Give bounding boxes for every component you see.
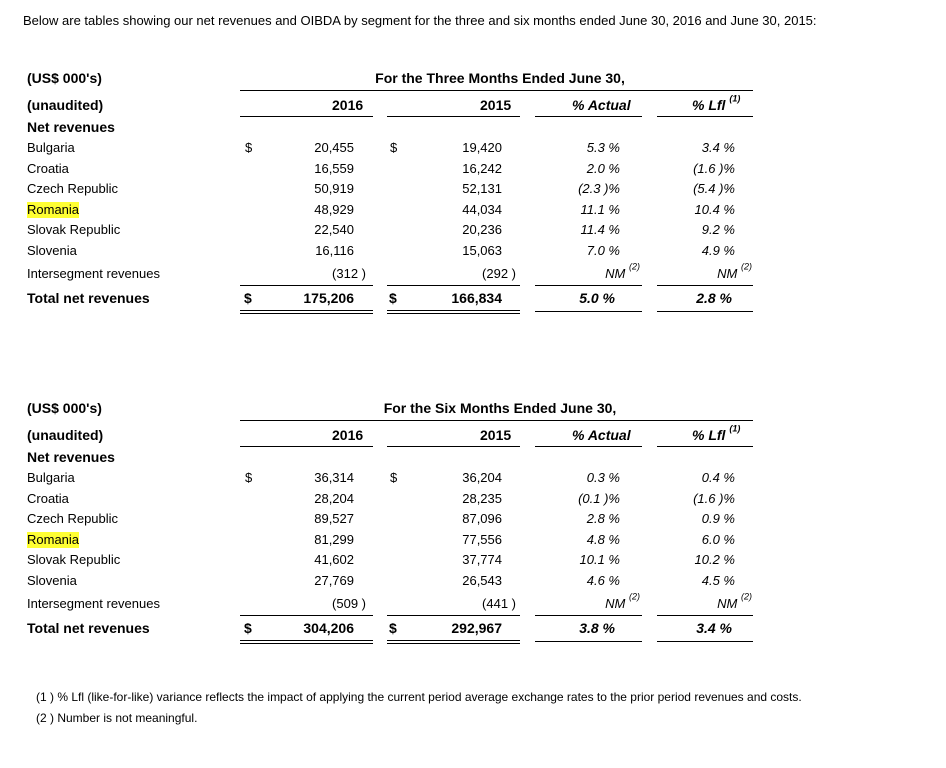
value-2016: 36,314 [314,470,354,485]
value-lfl: 10.4 % [694,202,735,217]
value-2015: 16,242 [462,161,502,176]
revenue-table-three-months [0,66,946,326]
value-2016: 16,559 [314,161,354,176]
sum-rule-actual [535,615,642,616]
intersegment-actual [540,263,640,279]
value-2016: 16,116 [315,243,354,258]
value-actual: 4.8 % [586,532,620,547]
col-rule-lfl [657,446,753,447]
value-2016: 22,540 [314,222,354,237]
total-lfl: 2.8 % [696,290,732,306]
value-2016: 41,602 [314,552,354,567]
intersegment-label: Intersegment revenues [27,596,160,611]
country-name: Croatia [27,161,69,176]
value-2016: 48,929 [314,202,354,217]
header-rule [240,90,753,91]
intersegment-2015: (441 ) [482,596,516,611]
total-2015: 166,834 [451,290,502,306]
total-2016: 304,206 [303,620,354,636]
net-revenues-label: Net revenues [27,119,115,135]
value-lfl: (1.6 )% [693,491,735,506]
intersegment-2016: (312 ) [332,266,366,281]
revenue-table-six-months [0,396,946,656]
value-2016: 50,919 [314,181,354,196]
country-name: Bulgaria [27,470,75,485]
sum-rule-2015 [387,615,520,616]
total-rule-2015 [387,640,520,644]
value-2016: 89,527 [314,511,354,526]
col-rule-actual [535,446,642,447]
column-2016: 2016 [332,97,364,113]
value-actual: 7.0 % [586,243,620,258]
value-2015: 52,131 [462,181,502,196]
value-2015: 77,556 [462,532,502,547]
dollar-sign: $ [244,620,252,636]
column-actual: % Actual [572,427,631,443]
value-actual: 4.6 % [586,573,620,588]
value-2016: 81,299 [314,532,354,547]
value-lfl: 4.9 % [701,243,735,258]
country-name: Czech Republic [27,181,119,196]
nm-label: NM [717,596,738,611]
footnote-1: (1 ) % Lfl (like-for-like) variance reflects the impact of applying the current period average exchange rates to the prior period revenues and costs. [36,690,802,704]
total-label: Total net revenues [27,290,150,306]
value-2015: 37,774 [462,552,502,567]
dollar-sign: $ [389,620,397,636]
footnote-ref-2: (2) [741,591,752,602]
value-actual: 0.3 % [586,470,620,485]
country-name: Romania [27,202,80,217]
country-name: Slovenia [27,573,77,588]
total-rule-actual [535,311,642,312]
sum-rule-lfl [657,285,753,286]
country-name: Croatia [27,491,69,506]
value-2015: 36,204 [462,470,502,485]
column-2015: 2015 [480,97,512,113]
country-name: Slovenia [27,243,77,258]
total-rule-lfl [657,641,753,642]
value-actual: 2.8 % [586,511,620,526]
value-actual: 11.4 % [580,222,620,237]
value-lfl: 0.9 % [701,511,735,526]
dollar-sign: $ [245,470,253,485]
value-2015: 15,063 [462,243,502,258]
intersegment-actual [540,593,640,609]
value-lfl: 10.2 % [694,552,735,567]
dollar-sign: $ [390,140,398,155]
value-lfl: 3.4 % [701,140,735,155]
column-2015: 2015 [480,427,512,443]
country-name: Romania [27,532,80,547]
total-rule-2016 [240,310,373,314]
value-actual: 5.3 % [586,140,620,155]
country-name: Slovak Republic [27,222,121,237]
sum-rule-2016 [240,285,373,286]
value-lfl: (1.6 )% [693,161,735,176]
country-name: Bulgaria [27,140,75,155]
column-lfl [692,93,741,113]
total-label: Total net revenues [27,620,150,636]
column-lfl-label: % Lfl [692,427,726,443]
footnote-ref-2: (2) [629,261,640,272]
value-lfl: 9.2 % [701,222,735,237]
value-2015: 28,235 [462,491,502,506]
period-title: For the Three Months Ended June 30, [375,70,625,86]
value-2015: 20,236 [462,222,502,237]
total-rule-2015 [387,310,520,314]
sum-rule-actual [535,285,642,286]
total-rule-actual [535,641,642,642]
col-rule-2016 [240,446,373,447]
value-2015: 19,420 [462,140,502,155]
dollar-sign: $ [390,470,398,485]
intersegment-lfl [652,593,752,609]
nm-label: NM [605,266,626,281]
dollar-sign: $ [244,290,252,306]
total-lfl: 3.4 % [696,620,732,636]
sum-rule-lfl [657,615,753,616]
footnote-ref-1: (1) [729,93,741,104]
unaudited-label: (unaudited) [27,427,104,443]
net-revenues-label: Net revenues [27,449,115,465]
footnote-2: (2 ) Number is not meaningful. [36,711,198,725]
total-actual: 3.8 % [579,620,615,636]
nm-label: NM [605,596,626,611]
total-rule-lfl [657,311,753,312]
value-actual: (0.1 )% [578,491,620,506]
value-lfl: 0.4 % [701,470,735,485]
col-rule-lfl [657,116,753,117]
col-rule-2015 [387,116,520,117]
header-rule [240,420,753,421]
value-2016: 27,769 [314,573,354,588]
column-lfl-label: % Lfl [692,97,726,113]
footnote-ref-2: (2) [629,591,640,602]
value-lfl: 4.5 % [701,573,735,588]
column-actual: % Actual [572,97,631,113]
nm-label: NM [717,266,738,281]
value-2016: 28,204 [314,491,354,506]
country-name: Czech Republic [27,511,119,526]
intersegment-2015: (292 ) [482,266,516,281]
column-2016: 2016 [332,427,364,443]
value-2016: 20,455 [314,140,354,155]
total-rule-2016 [240,640,373,644]
value-2015: 26,543 [462,573,502,588]
value-lfl: (5.4 )% [693,181,735,196]
value-actual: 11.1 % [580,202,620,217]
footnote-ref-1: (1) [729,423,741,434]
footnote-ref-2: (2) [741,261,752,272]
intersegment-lfl [652,263,752,279]
sum-rule-2015 [387,285,520,286]
column-lfl [692,423,741,443]
value-lfl: 6.0 % [701,532,735,547]
dollar-sign: $ [389,290,397,306]
currency-label: (US$ 000's) [27,70,102,86]
country-name: Slovak Republic [27,552,121,567]
unaudited-label: (unaudited) [27,97,104,113]
col-rule-2015 [387,446,520,447]
col-rule-2016 [240,116,373,117]
value-actual: 2.0 % [586,161,620,176]
value-2015: 87,096 [462,511,502,526]
dollar-sign: $ [245,140,253,155]
total-actual: 5.0 % [579,290,615,306]
total-2015: 292,967 [451,620,502,636]
col-rule-actual [535,116,642,117]
value-actual: (2.3 )% [578,181,620,196]
currency-label: (US$ 000's) [27,400,102,416]
value-2015: 44,034 [462,202,502,217]
intersegment-label: Intersegment revenues [27,266,160,281]
sum-rule-2016 [240,615,373,616]
period-title: For the Six Months Ended June 30, [383,400,617,416]
intersegment-2016: (509 ) [332,596,366,611]
value-actual: 10.1 % [579,552,620,567]
total-2016: 175,206 [303,290,354,306]
intro-text: Below are tables showing our net revenues and OIBDA by segment for the three and six months ended June 30, 2016 and June 30, 2015: [23,13,817,28]
